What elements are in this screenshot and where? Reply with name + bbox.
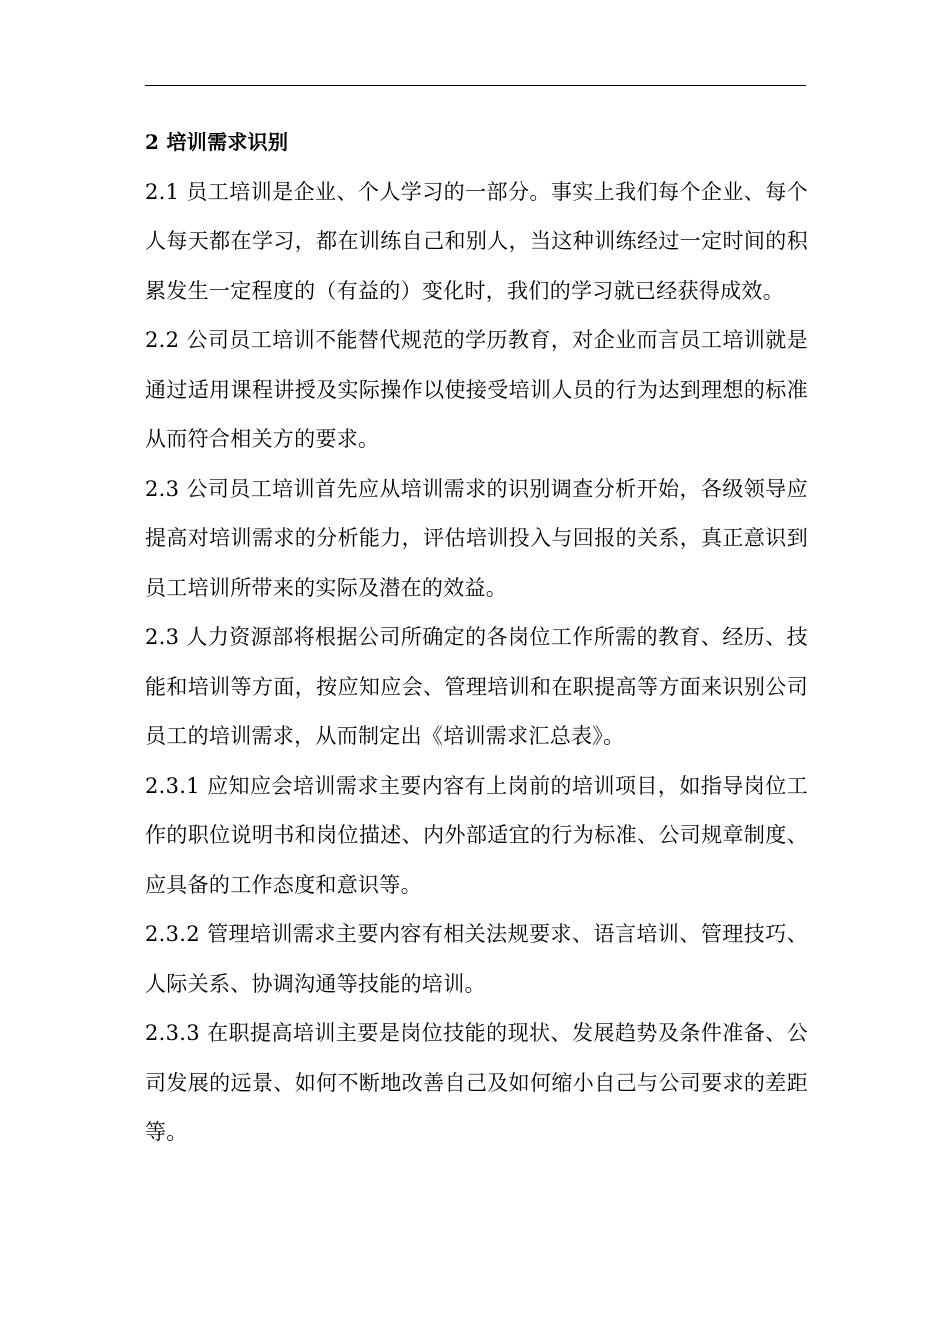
paragraph-2-1: 2.1 员工培训是企业、个人学习的一部分。事实上我们每个企业、每个人每天都在学习，都在训练自己和别人，当这种训练经过一定时间的积累发生一定程度的（有益的）变化时，我们的学习就已经获得成效。 (145, 179, 808, 303)
paragraph-2-2: 2.2 公司员工培训不能替代规范的学历教育，对企业而言员工培训就是通过适用课程讲授及实际操作以使接受培训人员的行为达到理想的标准从而符合相关方的要求。 (145, 328, 808, 451)
paragraph-2-3-a: 2.3 公司员工培训首先应从培训需求的识别调查分析开始，各级领导应提高对培训需求的分析能力，评估培训投入与回报的关系，真正意识到员工培训所带来的实际及潜在的效益。 (145, 476, 808, 600)
document-body (145, 118, 808, 1158)
paragraph-2-3-2: 2.3.2 管理培训需求主要内容有相关法规要求、语言培训、管理技巧、人际关系、协调沟通等技能的培训。 (145, 922, 808, 996)
paragraph-2-3-3: 2.3.3 在职提高培训主要是岗位技能的现状、发展趋势及条件准备、公司发展的远景、如何不断地改善自己及如何缩小自己与公司要求的差距等。 (145, 1021, 808, 1144)
section-heading: 2 培训需求识别 (145, 130, 289, 154)
header-divider (145, 85, 806, 86)
paragraph-2-3-1: 2.3.1 应知应会培训需求主要内容有上岗前的培训项目，如指导岗位工作的职位说明书和岗位描述、内外部适宜的行为标准、公司规章制度、应具备的工作态度和意识等。 (145, 773, 808, 897)
paragraph-2-3-b: 2.3 人力资源部将根据公司所确定的各岗位工作所需的教育、经历、技能和培训等方面，按应知应会、管理培训和在职提高等方面来识别公司员工的培训需求，从而制定出《培训需求汇总表》。 (145, 625, 808, 748)
